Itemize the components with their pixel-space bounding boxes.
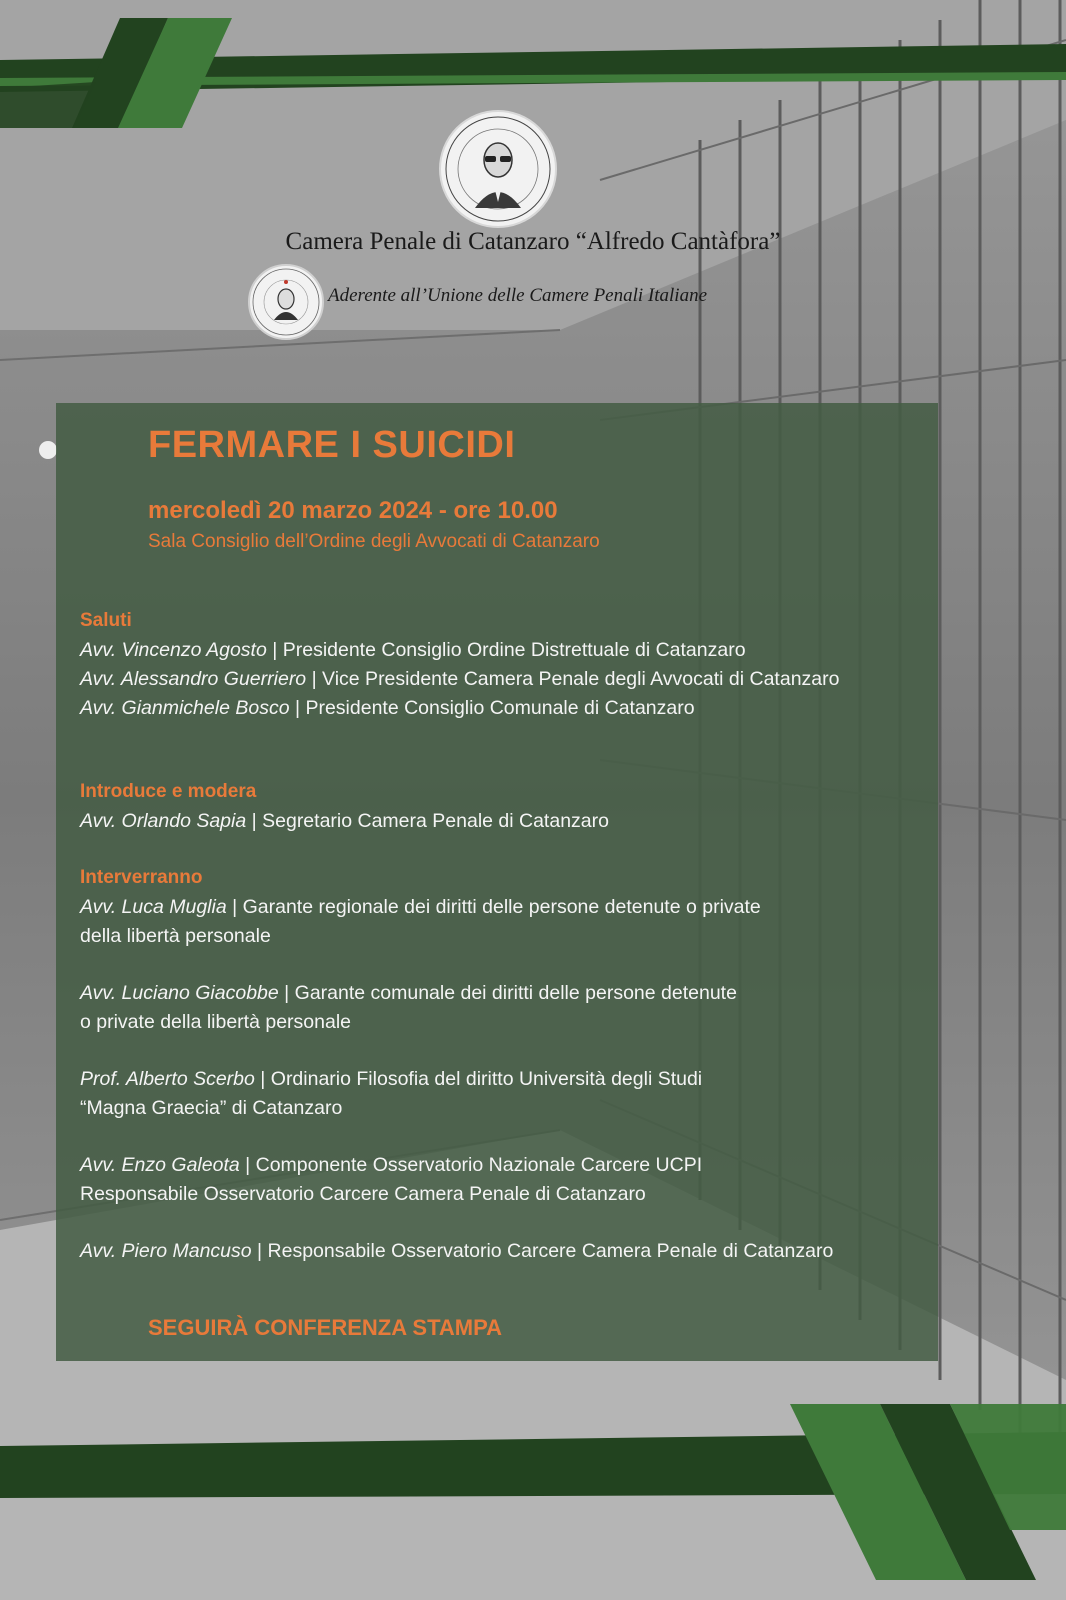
- speaker-item: [80, 893, 761, 921]
- speaker-item: [80, 1151, 702, 1179]
- saluti-heading: Saluti: [80, 610, 132, 631]
- camera-penale-logo: [439, 110, 557, 228]
- speaker-name: Avv. Vincenzo Agosto: [80, 639, 273, 661]
- speaker-role: | Garante comunale dei diritti delle persone detenute: [278, 982, 737, 1004]
- organization-title: Camera Penale di Catanzaro “Alfredo Cantàfora”: [285, 228, 781, 255]
- speaker-role-continued: Responsabile Osservatorio Carcere Camera Penale di Catanzaro: [80, 1183, 646, 1205]
- speaker-item: [80, 1065, 702, 1093]
- speaker-role: | Ordinario Filosofia del diritto Università degli Studi: [254, 1068, 703, 1090]
- organization-subtitle: Aderente all’Unione delle Camere Penali Italiane: [328, 285, 708, 306]
- speaker-name: Avv. Luca Muglia: [80, 896, 227, 918]
- ucpi-seal-icon: [250, 266, 322, 338]
- speaker-role: | Vice Presidente Camera Penale degli Avvocati di Catanzaro: [306, 668, 840, 690]
- speaker-name: Avv. Gianmichele Bosco: [80, 697, 290, 719]
- event-place: Sala Consiglio dell’Ordine degli Avvocati di Catanzaro: [148, 531, 600, 552]
- speaker-item: [80, 1237, 833, 1265]
- event-date-time: mercoledì 20 marzo 2024 - ore 10.00: [148, 497, 558, 524]
- speaker-item: [80, 979, 737, 1007]
- speaker-name: Prof. Alberto Scerbo: [80, 1068, 255, 1090]
- speaker-role: | Segretario Camera Penale di Catanzaro: [246, 810, 609, 832]
- press-conference-note: SEGUIRÀ CONFERENZA STAMPA: [148, 1315, 503, 1340]
- saluti-item: [80, 636, 746, 664]
- speaker-name: Avv. Alessandro Guerriero: [80, 668, 307, 690]
- speaker-role-continued: o private della libertà personale: [80, 1011, 352, 1033]
- portrait-seal-icon: [441, 112, 555, 226]
- introduce-heading: Introduce e modera: [80, 781, 257, 802]
- speaker-role: | Presidente Consiglio Comunale di Catanzaro: [289, 697, 695, 719]
- ucpi-logo: [248, 264, 324, 340]
- event-title: FERMARE I SUICIDI: [148, 424, 516, 466]
- speaker-name: Avv. Luciano Giacobbe: [80, 982, 279, 1004]
- speaker-name: Avv. Piero Mancuso: [80, 1240, 252, 1262]
- speaker-role: | Garante regionale dei diritti delle persone detenute o private: [226, 896, 761, 918]
- introduce-item: [80, 807, 609, 835]
- saluti-item: [80, 665, 839, 693]
- saluti-item: [80, 694, 695, 722]
- speaker-role-continued: “Magna Graecia” di Catanzaro: [80, 1097, 343, 1119]
- interverranno-heading: Interverranno: [80, 867, 203, 888]
- speaker-name: Avv. Enzo Galeota: [80, 1154, 240, 1176]
- speaker-role: | Presidente Consiglio Ordine Distrettuale di Catanzaro: [272, 639, 746, 661]
- speaker-name: Avv. Orlando Sapia: [80, 810, 247, 832]
- speaker-role: | Responsabile Osservatorio Carcere Camera Penale di Catanzaro: [251, 1240, 834, 1262]
- speaker-role-continued: della libertà personale: [80, 925, 271, 947]
- speaker-role: | Componente Osservatorio Nazionale Carcere UCPI: [239, 1154, 703, 1176]
